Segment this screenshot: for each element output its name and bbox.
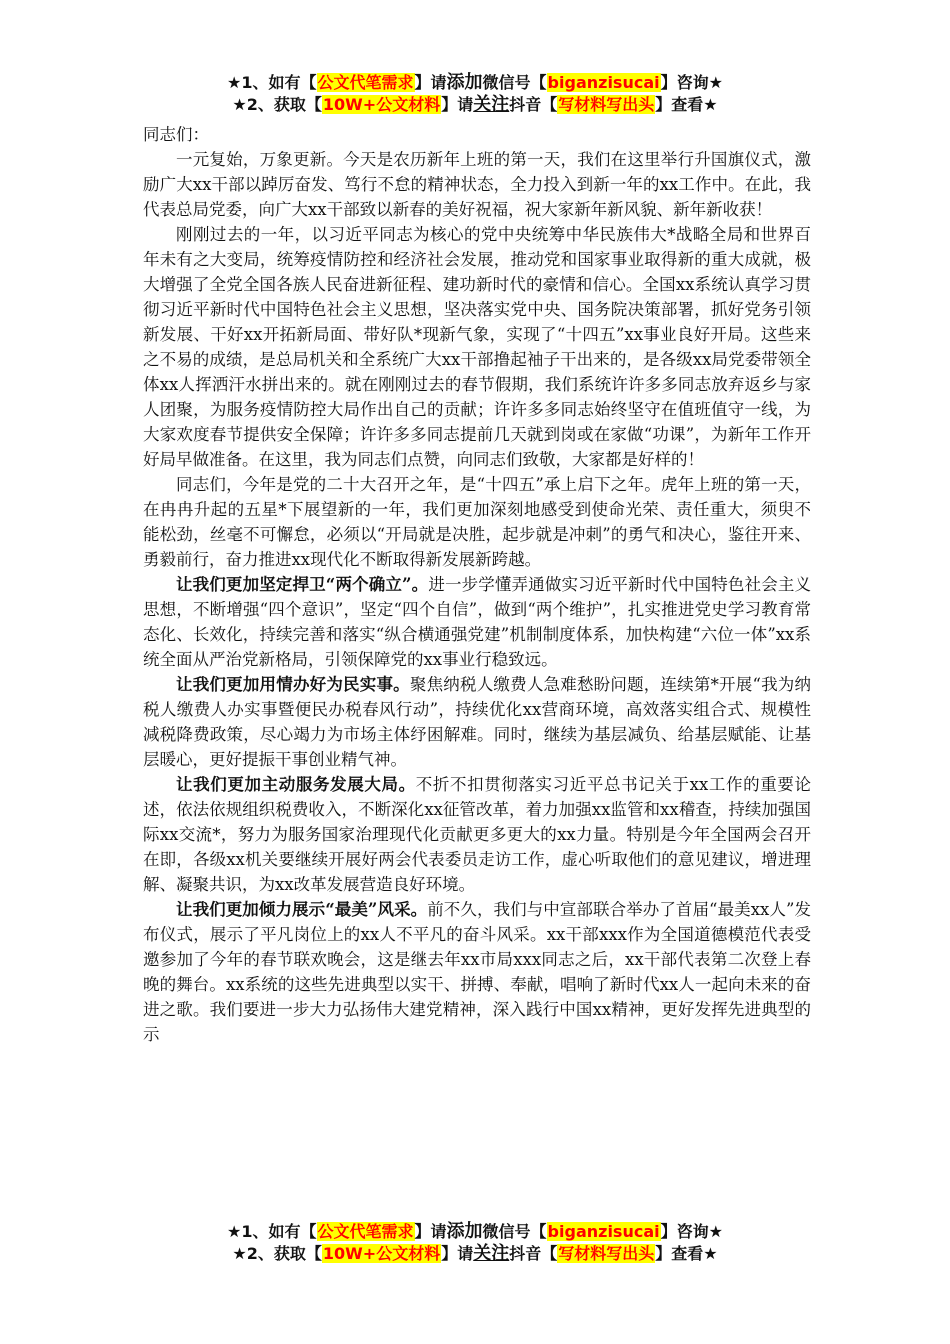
paragraph-6 xyxy=(143,772,811,897)
paragraph-4-text: 进一步学懂弄通做实习近平新时代中国特色社会主义思想，不断增强“四个意识”，坚定“四个自信”，做到“两个维护”，扎实推进党史学习教育常态化、长效化，持续完善和落实“纵合横通强党建”机制制度体系，加快构建“六位一体”xx系统全面从严治党新格局，引领保障党的xx事业行稳致远。 xyxy=(143,575,812,669)
paragraph-5-text: 聚焦纳税人缴费人急难愁盼问题，连续第*开展“我为纳税人缴费人办实事暨便民办税春风行动”，持续优化xx营商环境，高效落实组合式、规模性减税降费政策，尽心竭力为市场主体纾困解难。同时，继续为基层减负、给基层赋能、让基层暖心，更好提振干事创业精气神。 xyxy=(143,675,812,769)
highlight-service: 公文代笔需求 xyxy=(317,1222,414,1241)
promo-text: 】咨询★ xyxy=(660,1222,723,1241)
paragraph-7-text: 前不久，我们与中宣部联合举办了首届“最美xx人”发布仪式，展示了平凡岗位上的xx人不平凡的奋斗风采。xx干部xxx作为全国道德模范代表受邀参加了今年的春节联欢晚会，这是继去年xx市局xxx同志之后，xx干部代表第二次登上春晚的舞台。xx系统的这些先进典型以实干、拼搏、奉献，唱响了新时代xx人一起向未来的奋进之歌。我们要进一步大力弘扬伟大建党精神，深入践行中国xx精神，更好发挥先进典型的示 xyxy=(143,900,812,1044)
promo-emphasis: 添加 xyxy=(446,1221,483,1242)
highlight-service: 公文代笔需求 xyxy=(317,73,414,92)
highlight-wechat-id: biganzisucai xyxy=(547,73,660,92)
paragraph-5 xyxy=(143,672,811,772)
document-body xyxy=(143,122,811,1047)
promo-text: ★1、如有【 xyxy=(227,1222,317,1241)
promo-emphasis: 关注 xyxy=(473,1243,510,1264)
paragraph-1: 一元复始，万象更新。今天是农历新年上班的第一天，我们在这里举行升国旗仪式，激励广大xx干部以踔厉奋发、笃行不怠的精神状态，全力投入到新一年的xx工作中。在此，我代表总局党委，向广大xx干部致以新春的美好祝福，祝大家新年新风貌、新年新收获！ xyxy=(143,150,811,219)
highlight-douyin-id: 写材料写出头 xyxy=(558,95,655,114)
paragraph-2: 刚刚过去的一年，以习近平同志为核心的党中央统筹中华民族伟大*战略全局和世界百年未有之大变局，统筹疫情防控和经济社会发展，推动党和国家事业取得新的重大成就，极大增强了全党全国各族人民奋进新征程、建功新时代的豪情和信心。全国xx系统认真学习贯彻习近平新时代中国特色社会主义思想，坚决落实党中央、国务院决策部署，抓好党务引领新发展、干好xx开拓新局面、带好队*现新气象，实现了“十四五”xx事业良好开局。这些来之不易的成绩，是总局机关和全系统广大xx干部撸起袖子干出来的，是各级xx局党委带领全体xx人挥洒汗水拼出来的。就在刚刚过去的春节假期，我们系统许许多多同志放弃返乡与家人团聚，为服务疫情防控大局作出自己的贡献；许许多多同志始终坚守在值班值守一线，为大家欢度春节提供安全保障；许许多多同志提前几天就到岗或在家做“功课”，为新年工作开好局早做准备。在这里，我为同志们点赞，向同志们致敬，大家都是好样的！ xyxy=(143,225,811,469)
paragraph-4-heading: 让我们更加坚定捍卫“两个确立”。 xyxy=(176,575,429,594)
highlight-materials: 10W+公文材料 xyxy=(322,1244,441,1263)
promo-line-1 xyxy=(0,1221,950,1243)
promo-text: 】请 xyxy=(414,73,447,92)
paragraph-5-heading: 让我们更加用情办好为民实事。 xyxy=(176,675,410,694)
promo-line-2 xyxy=(0,1243,950,1265)
promo-text: ★1、如有【 xyxy=(227,73,317,92)
paragraph-6-heading: 让我们更加主动服务发展大局。 xyxy=(176,775,416,794)
promo-text: 】查看★ xyxy=(655,95,718,114)
promo-line-2 xyxy=(0,94,950,116)
promo-text: 】请 xyxy=(414,1222,447,1241)
promo-text: ★2、获取【 xyxy=(232,95,322,114)
promo-text: 】查看★ xyxy=(655,1244,718,1263)
highlight-materials: 10W+公文材料 xyxy=(322,95,441,114)
paragraph-4 xyxy=(143,572,811,672)
promo-text: ★2、获取【 xyxy=(232,1244,322,1263)
paragraph-6-text: 不折不扣贯彻落实习近平总书记关于xx工作的重要论述，依法依规组织税费收入，不断深化xx征管改革，着力加强xx监管和xx稽查，持续加强国际xx交流*，努力为服务国家治理现代化贡献更多更大的xx力量。特别是今年全国两会召开在即，各级xx机关要继续开展好两会代表委员走访工作，虚心听取他们的意见建议，增进理解、凝聚共识，为xx改革发展营造良好环境。 xyxy=(143,775,811,894)
paragraph-7 xyxy=(143,897,811,1047)
promo-text: 】请 xyxy=(441,95,474,114)
promo-banner-top xyxy=(0,72,950,116)
promo-text: 抖音【 xyxy=(509,1244,558,1263)
promo-text: 微信号【 xyxy=(482,73,547,92)
promo-text: 】请 xyxy=(441,1244,474,1263)
highlight-douyin-id: 写材料写出头 xyxy=(558,1244,655,1263)
paragraph-7-heading: 让我们更加倾力展示“最美”风采。 xyxy=(176,900,428,919)
promo-text: 】咨询★ xyxy=(660,73,723,92)
highlight-wechat-id: biganzisucai xyxy=(547,1222,660,1241)
promo-banner-bottom xyxy=(0,1221,950,1265)
promo-text: 抖音【 xyxy=(509,95,558,114)
promo-emphasis: 关注 xyxy=(473,94,510,115)
paragraph-3: 同志们，今年是党的二十大召开之年，是“十四五”承上启下之年。虎年上班的第一天，在冉冉升起的五星*下展望新的一年，我们更加深刻地感受到使命光荣、责任重大，须臾不能松劲，丝毫不可懈怠，必须以“开局就是决胜，起步就是冲刺”的勇气和决心，鉴往开来、勇毅前行，奋力推进xx现代化不断取得新发展新跨越。 xyxy=(143,475,811,569)
salutation: 同志们： xyxy=(143,125,209,144)
promo-text: 微信号【 xyxy=(482,1222,547,1241)
promo-emphasis: 添加 xyxy=(446,72,483,93)
promo-line-1 xyxy=(0,72,950,94)
